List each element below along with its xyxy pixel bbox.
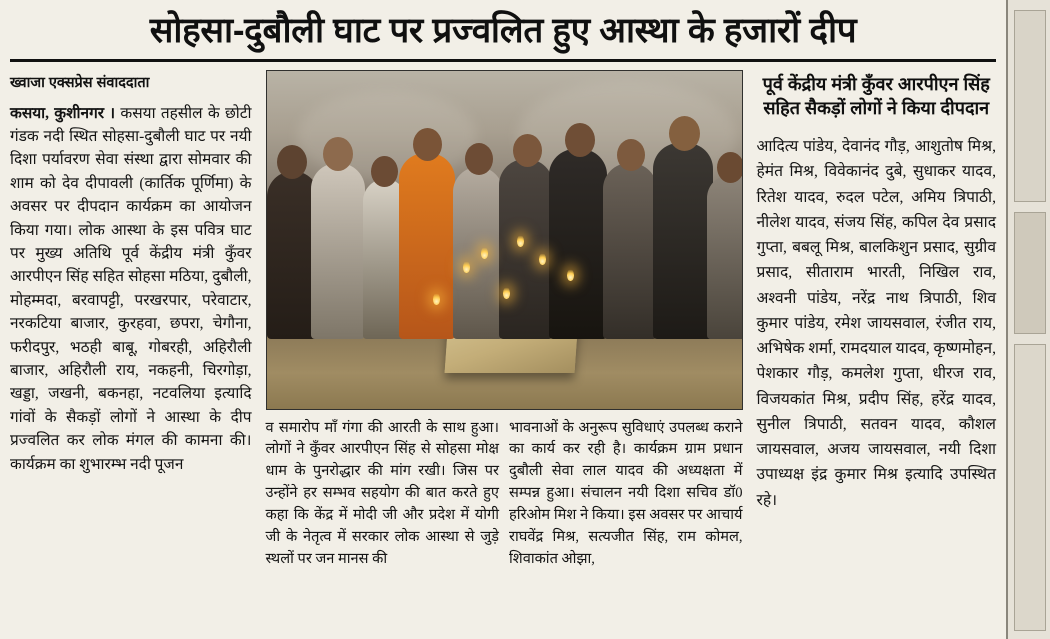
person-head — [669, 116, 700, 151]
diya-flame — [463, 261, 470, 273]
adjacent-block — [1014, 344, 1046, 631]
byline: ख्वाजा एक्सप्रेस संवाददाता — [10, 74, 150, 91]
diya-flame — [481, 247, 488, 259]
person-head — [371, 156, 398, 187]
photo-caption — [266, 418, 743, 571]
subheading: पूर्व केंद्रीय मंत्री कुँवर आरपीएन सिंह सहित सैकड़ों लोगों ने किया दीपदान — [762, 73, 990, 118]
diya-flame — [503, 287, 510, 299]
person — [603, 163, 657, 339]
person-head — [617, 139, 645, 171]
person — [549, 149, 607, 339]
attendee-names: आदित्य पांडेय, देवानंद गौड़, आशुतोष मिश्र, हेमंत मिश्र, विवेकानंद दुबे, सुधाकर यादव, रितेश यादव, रुदल पटेल, अमिय त्रिपाठी, नीलेश यादव, संजय सिंह, कपिल देव प्रसाद गुप्ता, बबलू मिश्र, बालकिशुन प्रसाद, सुग्रीव प्रसाद, सीताराम भारती, निखिल राव, अश्वनी पांडेय, नरेंद्र नाथ त्रिपाठी, शिव कुमार पांडेय, रमेश जायसवाल, रंजीत राय, अभिषेक शर्मा, रामदयाल यादव, कृष्णमोहन, पेशकार गौड़, कमलेश गुप्ता, धीरज राव, विजयकांत मिश्र, प्रदीप सिंह, हरेंद्र यादव, सुनील त्रिपाठी, सतवन यादव, कौशल जायसवाल, अजय जायसवाल, नयी दिशा उपाध्यक्ष इंद्र कुमार मिश्र इत्यादि उपस्थित रहे। — [756, 138, 996, 509]
adjacent-page-strip — [1006, 0, 1050, 639]
person-saffron-robe — [399, 153, 455, 339]
diya-flame — [433, 293, 440, 305]
person — [707, 175, 743, 339]
person — [499, 159, 553, 339]
person-head — [323, 137, 353, 171]
person-head — [277, 145, 307, 179]
adjacent-block — [1014, 212, 1046, 334]
diya-flame — [567, 269, 574, 281]
caption-left: व समारोप माँ गंगा की आरती के साथ हुआ। लोगों ने कुँवर आरपीएन सिंह से सोहसा मोक्ष धाम के पुनरोद्धार की मांग रखी। जिस पर उन्होंने हर सम्भव सहयोग की बात करते हुए कहा कि केंद्र में मोदी जी और प्रदेश में योगी जी के नेतृत्व में सरकार लोक आस्था से जुड़े स्थलों पर जन मानस की — [265, 419, 499, 567]
person-head — [565, 123, 595, 157]
person-head — [717, 152, 743, 183]
diya-flame — [517, 235, 524, 247]
article-photo — [266, 70, 743, 410]
person — [653, 143, 713, 339]
person — [311, 163, 365, 339]
caption-right: भावनाओं के अनुरूप सुविधाएं उपलब्ध कराने का कार्य कर रही है। कार्यक्रम ग्राम प्रधान दुबौली सेवा लाल यादव की अध्यक्षता में सम्पन्न हुआ। संचालन नयी दिशा सचिव डॉ0 हरिओम मिश ने किया। इस अवसर पर आचार्य राघवेंद्र मिश्र, सत्यजीत सिंह, राम कोमल, शिवाकांत ओझा, — [509, 419, 743, 567]
person-head — [465, 143, 493, 175]
dateline: कसया, कुशीनगर । — [10, 104, 116, 122]
person — [453, 167, 503, 339]
crowd-of-devotees — [267, 109, 742, 339]
middle-column — [260, 70, 749, 630]
person-head — [413, 128, 442, 161]
left-column-body — [10, 102, 252, 477]
person-head — [513, 134, 542, 167]
headline-divider — [10, 59, 996, 62]
left-column — [10, 70, 260, 630]
page-title: सोहसा-दुबौली घाट पर प्रज्वलित हुए आस्था के हजारों दीप — [149, 11, 857, 50]
left-column-text: कसया तहसील के छोटी गंडक नदी स्थित सोहसा-दुबौली घाट पर नयी दिशा पर्यावरण सेवा संस्था द्वारा सोमवार की शाम को देव दीपावली (कार्तिक पूर्णिमा) के अवसर पर दीपदान कार्यक्रम का आयोजन किया गया। लोक आस्था के इस पवित्र घाट पर मुख्य अतिथि पूर्व केंद्रीय मंत्री कुँवर आरपीएन सिंह सहित सोहसा मठिया, दुबौली, मोहम्मदा, बरवापट्टी, परखरपार, परेवाटार, नरकटिया बाजार, कुरहवा, छपरा, चेगौना, फरीदपुर, भठही बाबू, गोबरही, अहिरौली बाजार, अहिरौली राय, नकहनी, चिरगोड़ा, खड्डा, जखनी, बकनहा, नटवलिया इत्यादि गांवों के सैकड़ों लोगों ने आस्था के दीप प्रज्वलित कर लोक मंगल की कामना की। कार्यक्रम का शुभारम्भ नदी पूजन — [10, 104, 252, 473]
adjacent-block — [1014, 10, 1046, 202]
right-column — [749, 70, 997, 630]
diya-flame — [539, 253, 546, 265]
article-columns — [10, 70, 996, 630]
